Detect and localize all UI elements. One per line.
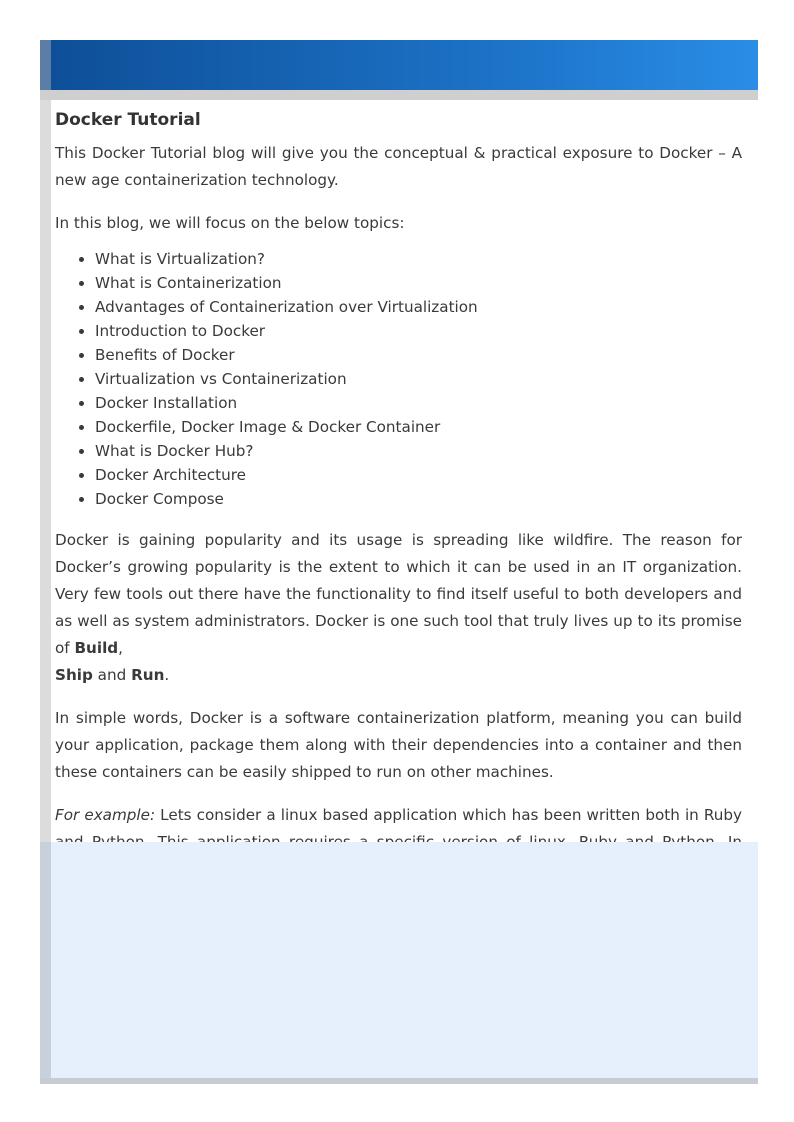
period: .: [164, 666, 170, 684]
left-rail-overlay: [40, 842, 51, 1078]
comma: ,: [118, 639, 123, 657]
example-label: For example:: [55, 806, 156, 824]
article-body: [55, 106, 742, 899]
popularity-text: Docker is gaining popularity and its usage is spreading like wildfire. The reason for Docker’s growing popularity is the extent to which it can be used in an IT organization. Very few tools out there have the functionality to find itself useful to both developers and as well as system administrators. Docker is one such tool that truly lives up to its promise of: [55, 531, 742, 657]
list-item: • Dockerfile, Docker Image & Docker Container: [95, 415, 742, 439]
header-divider: [40, 90, 758, 100]
list-item: • Benefits of Docker: [95, 343, 742, 367]
list-item: • Docker Architecture: [95, 463, 742, 487]
bottom-divider: [40, 1078, 758, 1084]
and-word: and: [92, 666, 132, 684]
intro-paragraph: This Docker Tutorial blog will give you the conceptual & practical exposure to Docker – A new age containerization technology.: [55, 144, 742, 189]
page-title: Docker Tutorial: [55, 110, 201, 130]
simple-words-paragraph: In simple words, Docker is a software containerization platform, meaning you can build your application, package them along with their dependencies into a container and then these containers can be easily shipped to run on other machines.: [55, 709, 742, 781]
list-item: • What is Virtualization?: [95, 247, 742, 271]
left-rail-accent: [40, 40, 51, 90]
run-term: Run: [131, 666, 165, 684]
list-item: • What is Containerization: [95, 271, 742, 295]
list-item: • Docker Installation: [95, 391, 742, 415]
popularity-paragraph: [55, 527, 742, 689]
header-banner: [51, 40, 758, 90]
ship-term: Ship: [55, 666, 93, 684]
list-item: • Advantages of Containerization over Virtualization: [95, 295, 742, 319]
topics-list: [55, 247, 742, 511]
list-item: • Docker Compose: [95, 487, 742, 511]
content-fade-overlay: [51, 842, 758, 1078]
build-term: Build: [74, 639, 119, 657]
topics-lead: In this blog, we will focus on the below topics:: [55, 214, 405, 232]
list-item: • Introduction to Docker: [95, 319, 742, 343]
example-text: Lets consider a linux based application which has been written both in Ruby: [160, 806, 743, 824]
list-item: • Virtualization vs Containerization: [95, 367, 742, 391]
list-item: • What is Docker Hub?: [95, 439, 742, 463]
